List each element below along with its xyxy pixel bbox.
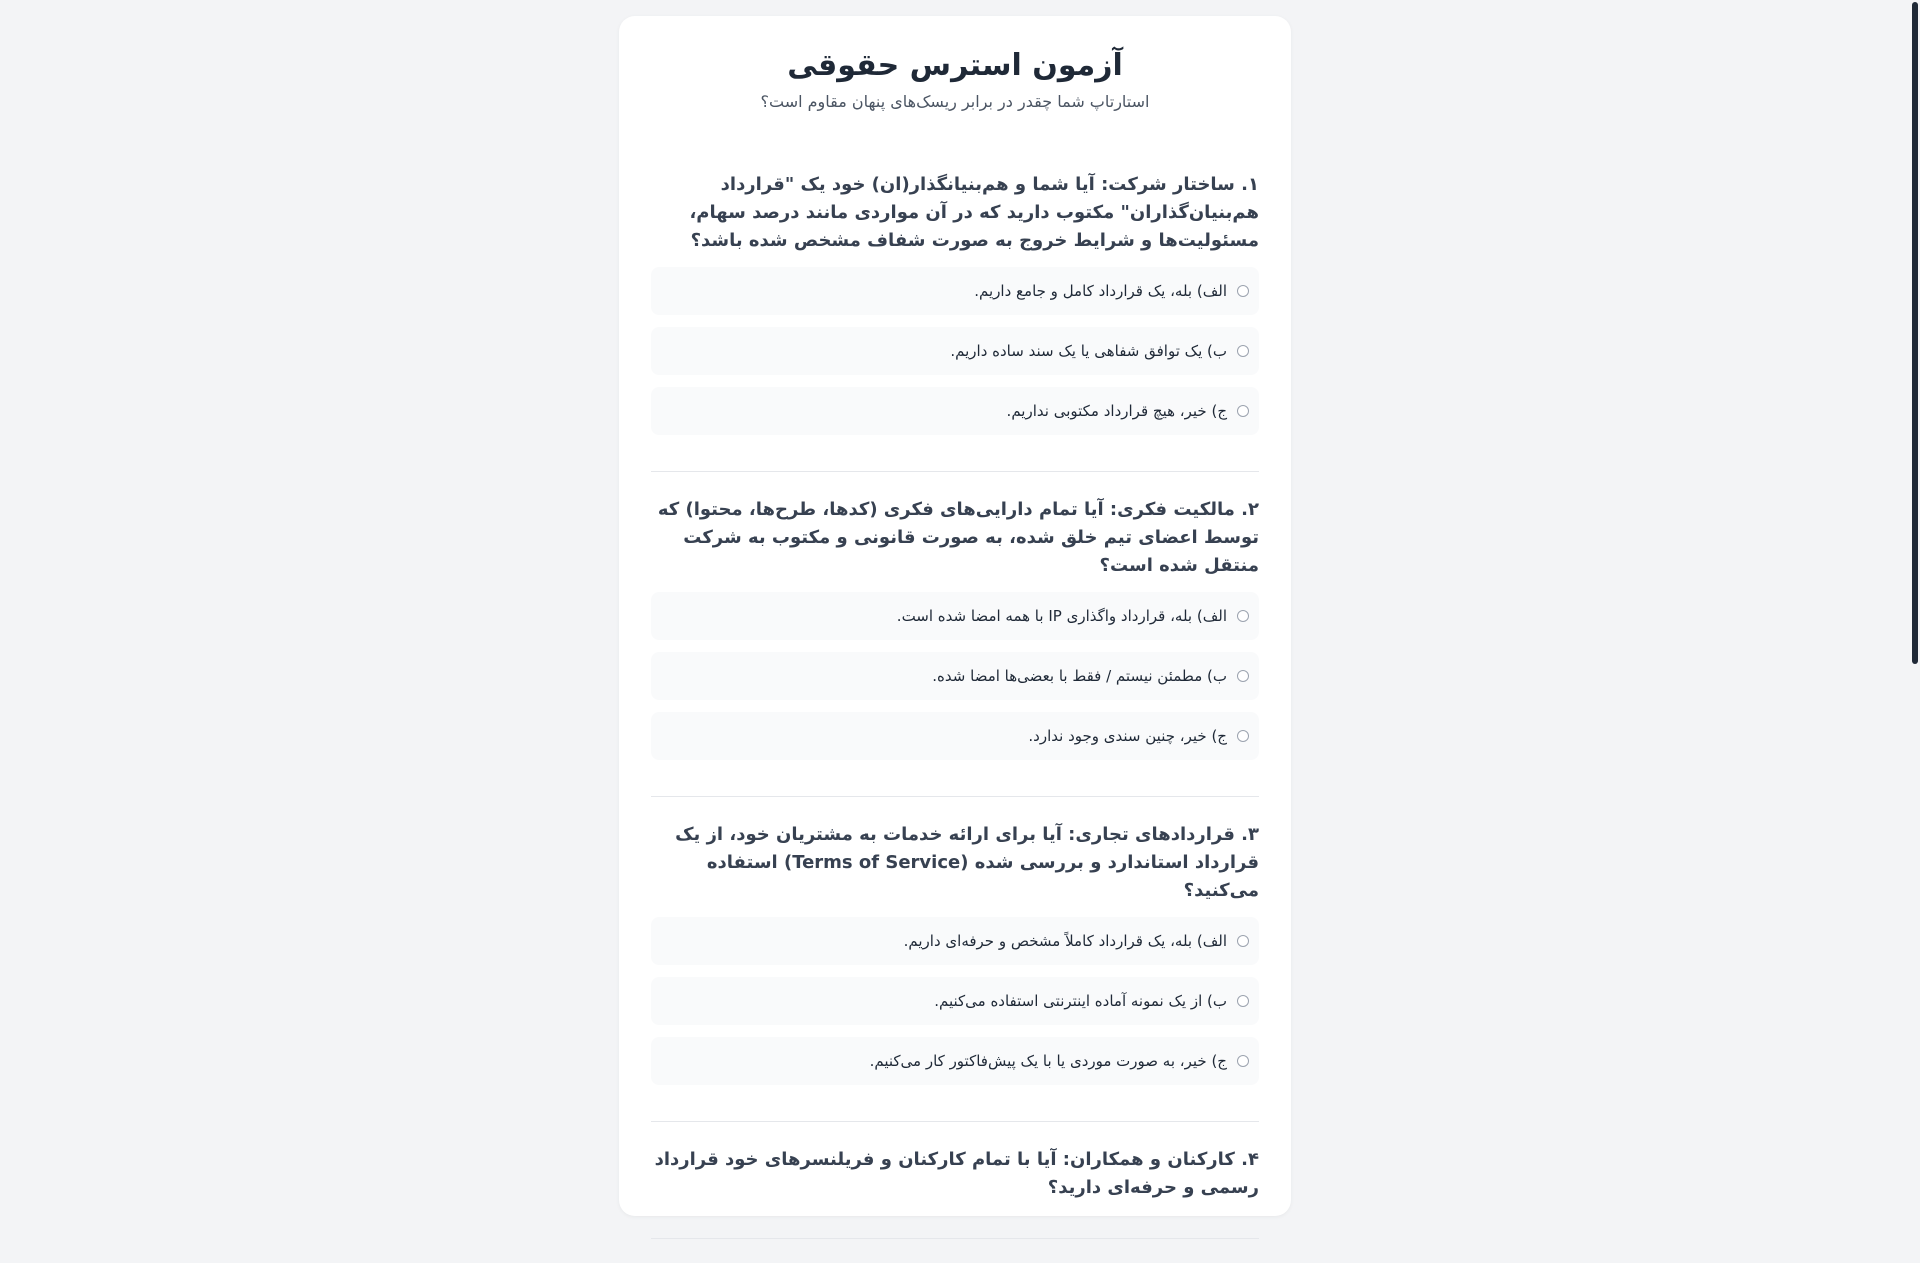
answer-option-3c[interactable] <box>651 1037 1259 1085</box>
question-text: ۲. مالکیت فکری: آیا تمام دارایی‌های فکری (کدها، طرح‌ها، محتوا) که توسط اعضای تیم خلق شده، به صورت قانونی و مکتوب به شرکت منتقل شده است؟ <box>657 499 1259 576</box>
radio-button[interactable] <box>1237 610 1249 622</box>
question-1 <box>651 171 1259 472</box>
page-subtitle: استارتاپ شما چقدر در برابر ریسک‌های پنهان مقاوم است؟ <box>760 92 1150 111</box>
answer-option-2c[interactable] <box>651 712 1259 760</box>
answer-option-3a[interactable] <box>651 917 1259 965</box>
radio-button[interactable] <box>1237 730 1249 742</box>
quiz-header <box>619 16 1291 114</box>
question-3 <box>651 821 1259 1122</box>
option-label: ج) خیر، به صورت موردی یا با یک پیش‌فاکتور کار می‌کنیم. <box>869 1052 1227 1070</box>
option-label: ج) خیر، هیچ قرارداد مکتوبی نداریم. <box>1006 402 1227 420</box>
option-label: ب) مطمئن نیستم / فقط با بعضی‌ها امضا شده. <box>932 667 1227 685</box>
question-text: ۳. قراردادهای تجاری: آیا برای ارائه خدمات به مشتریان خود، از یک قرارداد استاندارد و بررسی شده (Terms of Service) استفاده می‌کنید؟ <box>675 824 1259 901</box>
radio-button[interactable] <box>1237 1055 1249 1067</box>
scrollbar-thumb[interactable] <box>1912 2 1918 664</box>
radio-button[interactable] <box>1237 670 1249 682</box>
page-title: آزمون استرس حقوقی <box>787 48 1123 83</box>
radio-button[interactable] <box>1237 345 1249 357</box>
option-label: ب) از یک نمونه آماده اینترنتی استفاده می‌کنیم. <box>934 992 1227 1010</box>
answer-option-3b[interactable] <box>651 977 1259 1025</box>
question-text: ۴. کارکنان و همکاران: آیا با تمام کارکنان و فریلنسرهای خود قرارداد رسمی و حرفه‌ای دارید؟ <box>654 1149 1259 1198</box>
radio-button[interactable] <box>1237 405 1249 417</box>
option-label: الف) بله، یک قرارداد کاملاً مشخص و حرفه‌ای داریم. <box>903 932 1227 950</box>
scrollbar-track[interactable] <box>1906 0 1920 1080</box>
option-label: ج) خیر، چنین سندی وجود ندارد. <box>1028 727 1227 745</box>
question-text: ۱. ساختار شرکت: آیا شما و هم‌بنیانگذار(ان) خود یک "قرارداد هم‌بنیان‌گذاران" مکتوب دارید که در آن مواردی مانند درصد سهام، مسئولیت‌ها و شرایط خروج به صورت شفاف مشخص شده باشد؟ <box>689 174 1259 251</box>
answer-option-2b[interactable] <box>651 652 1259 700</box>
question-2 <box>651 496 1259 797</box>
questions-list <box>651 171 1259 1263</box>
radio-button[interactable] <box>1237 285 1249 297</box>
answer-option-1a[interactable] <box>651 267 1259 315</box>
answer-option-1c[interactable] <box>651 387 1259 435</box>
option-label: الف) بله، قرارداد واگذاری IP با همه امضا شده است. <box>896 607 1227 625</box>
option-label: الف) بله، یک قرارداد کامل و جامع داریم. <box>974 282 1227 300</box>
radio-button[interactable] <box>1237 995 1249 1007</box>
question-4 <box>651 1146 1259 1239</box>
answer-option-2a[interactable] <box>651 592 1259 640</box>
option-label: ب) یک توافق شفاهی یا یک سند ساده داریم. <box>950 342 1227 360</box>
quiz-card <box>619 16 1291 1216</box>
answer-option-1b[interactable] <box>651 327 1259 375</box>
radio-button[interactable] <box>1237 935 1249 947</box>
